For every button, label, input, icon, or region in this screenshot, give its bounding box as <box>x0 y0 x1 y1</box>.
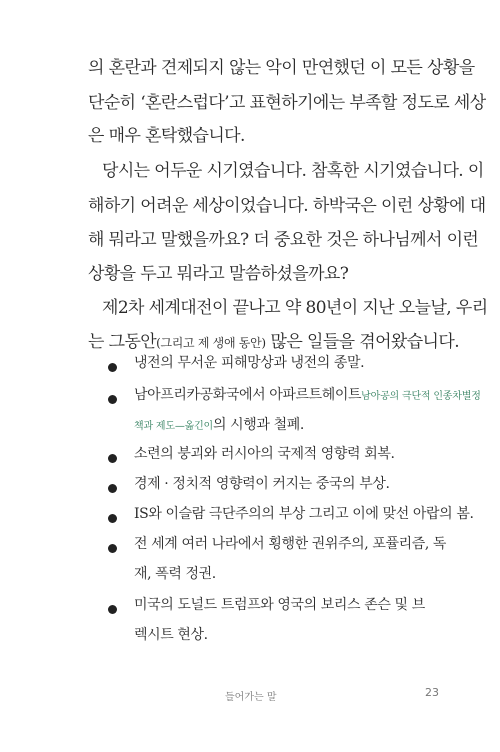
bullet-icon <box>108 544 117 553</box>
list-item-text-segment: 의 시행과 철폐. <box>213 417 304 433</box>
list-item-text-segment: 남아프리카공화국에서 아파르트헤이트 <box>134 387 362 403</box>
page-number: 23 <box>425 686 439 699</box>
list-item-text: IS와 이슬람 극단주의의 부상 그리고 이에 맞선 아랍의 봄. <box>134 506 474 522</box>
list-item-text <box>134 416 304 436</box>
bullet-icon <box>108 514 117 523</box>
translator-note: 남아공의 극단적 인종차별정 <box>361 391 481 402</box>
body-text-line <box>88 332 460 353</box>
body-text-segment: 는 그동안 <box>88 332 157 352</box>
bullet-icon <box>108 395 117 404</box>
list-item-text: 소련의 붕괴와 러시아의 국제적 영향력 회복. <box>134 446 395 462</box>
body-text-line: 상황을 두고 뭐라고 말씀하셨을까요? <box>88 264 349 284</box>
bullet-icon <box>108 605 117 614</box>
list-item-text: 재, 폭력 정권. <box>134 566 216 582</box>
body-text-line: 해 뭐라고 말했을까요? 더 중요한 것은 하나님께서 이런 <box>88 230 479 250</box>
body-text-line: 제2차 세계대전이 끝나고 약 80년이 지난 오늘날, 우리 <box>102 298 488 318</box>
list-item-text: 전 세계 여러 나라에서 횡행한 권위주의, 포퓰리즘, 독 <box>134 536 447 552</box>
list-item-text: 경제 · 정치적 영향력이 커지는 중국의 부상. <box>134 476 390 492</box>
body-text-line: 단순히 ‘혼란스럽다’고 표현하기에는 부족할 정도로 세상 <box>88 93 486 113</box>
running-footer-title: 들어가는 말 <box>225 692 277 703</box>
body-text-segment: 많은 일들을 겪어왔습니다. <box>265 332 460 352</box>
list-item-text: 냉전의 무서운 피해망상과 냉전의 종말. <box>134 355 365 371</box>
body-text-line: 해하기 어려운 세상이었습니다. 하박국은 이런 상황에 대 <box>88 196 486 216</box>
bullet-icon <box>108 454 117 463</box>
list-item-text: 렉시트 현상. <box>134 627 208 643</box>
body-text-line: 의 혼란과 견제되지 않는 악이 만연했던 이 모든 상황을 <box>88 58 475 78</box>
list-item-text <box>134 386 481 406</box>
bullet-icon <box>108 363 117 372</box>
bullet-icon <box>108 484 117 493</box>
body-text-line: 당시는 어두운 시기였습니다. 참혹한 시기였습니다. 이 <box>102 161 484 181</box>
body-text-line: 은 매우 혼탁했습니다. <box>88 126 245 146</box>
translator-note: 책과 제도—옮긴이 <box>134 421 213 432</box>
list-item-text: 미국의 도널드 트럼프와 영국의 보리스 존슨 및 브 <box>134 597 425 613</box>
parenthetical-aside: (그리고 제 생애 동안) <box>156 336 266 350</box>
